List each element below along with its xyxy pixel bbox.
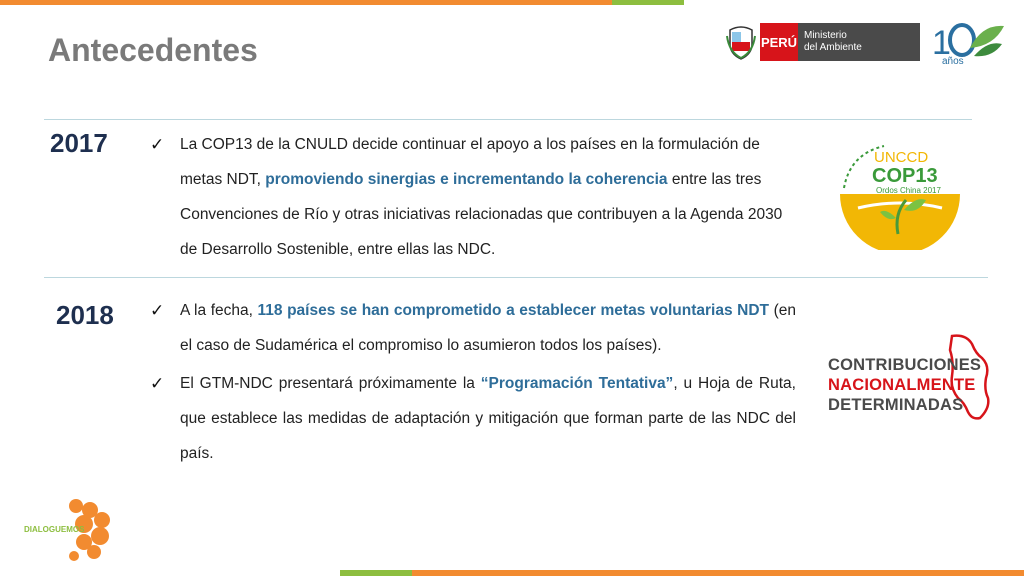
bottom-bar-orange	[412, 570, 1024, 576]
ministry-line-1: Ministerio	[804, 30, 847, 41]
ministry-line-2: del Ambiente	[804, 42, 862, 53]
ndc-line-3: DETERMINADAS	[828, 396, 964, 414]
year-2018: 2018	[56, 300, 114, 330]
peru-coat-of-arms-icon	[726, 24, 756, 60]
top-accent-bar	[0, 0, 684, 5]
unccd-cop13-logo	[836, 138, 964, 250]
dialog-line-1: DIALOGUEMOS	[24, 525, 85, 534]
unccd-line-1: UNCCD	[874, 149, 929, 166]
peru-label: PERÚ	[760, 23, 798, 61]
divider-middle	[44, 277, 988, 278]
svg-text:1: 1	[932, 24, 951, 62]
ndc-line-2: NACIONALMENTE	[828, 376, 976, 394]
unccd-line-3: Ordos China 2017	[876, 186, 941, 195]
checkmark-icon: ✓	[150, 374, 165, 393]
checkmark-icon: ✓	[150, 301, 165, 320]
anniversary-suffix: años	[942, 56, 964, 66]
unccd-line-2: COP13	[872, 165, 938, 187]
ten-years-logo	[930, 18, 1006, 66]
ndc-line-1: CONTRIBUCIONES	[828, 356, 982, 374]
highlight-text: “Programación Tentativa”	[480, 375, 674, 392]
ministry-name	[798, 23, 920, 61]
bullet-2018-2: ✓ El GTM-NDC presentará próximamente la “Programación Tentativa”, u Hoja de Ruta, que establece las medidas de adaptación y mitigación que forman parte de las NDC del país.	[180, 366, 796, 471]
checkmark-icon: ✓	[150, 135, 165, 154]
bullet-2017-1: ✓ La COP13 de la CNULD decide continuar el apoyo a los países en la formulación de metas NDT, promoviendo sinergias e incrementando la coherencia entre las tres Convenciones de Río y otras iniciativas relacionadas que contribuyen a la Agenda 2030 de Desarrollo Sostenible, entre ellas las NDC.	[180, 127, 800, 267]
ndc-logo	[826, 332, 992, 424]
dialoguemos-logo	[24, 496, 114, 566]
bottom-accent-bar	[340, 570, 1024, 576]
page-title: Antecedentes	[48, 32, 258, 68]
highlight-text: 118 países se han comprometido a establecer metas voluntarias NDT	[257, 302, 770, 319]
top-bar-orange	[0, 0, 612, 5]
year-2017: 2017	[50, 128, 108, 158]
bullet-2018-1: ✓ A la fecha, 118 países se han comprometido a establecer metas voluntarias NDT (en el caso de Sudamérica el compromiso lo asumieron todos los países).	[180, 293, 796, 363]
ministry-logo	[760, 23, 920, 61]
highlight-text: promoviendo sinergias e incrementando la coherencia	[265, 171, 668, 188]
bottom-bar-green	[340, 570, 412, 576]
divider-top	[44, 119, 972, 120]
top-bar-green	[612, 0, 684, 5]
